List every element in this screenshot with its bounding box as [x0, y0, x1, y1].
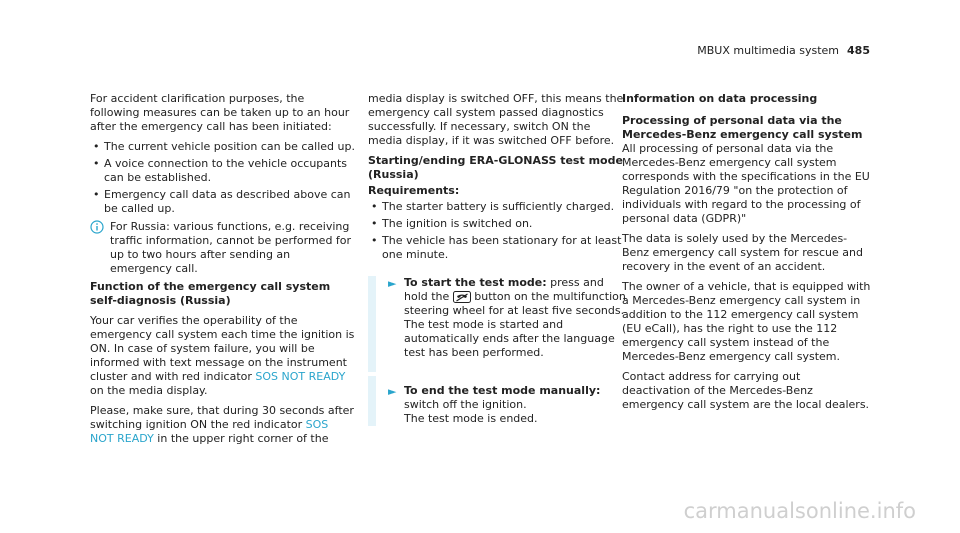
- list-item: • The ignition is switched on.: [368, 217, 628, 231]
- sos-indicator-text: SOS NOT READY: [90, 418, 329, 445]
- contact-paragraph: Contact address for carrying out deactivation of the Mercedes-Benz emergency call system are the local dealers.: [622, 370, 870, 411]
- step-arrow-icon: ►: [388, 385, 397, 398]
- list-item: • The current vehicle position can be called up.: [90, 140, 355, 154]
- page-number: 485: [847, 44, 870, 57]
- list-item: • The vehicle has been stationary for at least one minute.: [368, 234, 628, 262]
- paragraph-text: on the media display.: [90, 384, 208, 397]
- list-item: • The starter battery is sufficiently charged.: [368, 200, 628, 214]
- note-text: For Russia: various functions, e.g. receiving traffic information, cannot be performed for up to two hours after sending an emergency call.: [110, 220, 352, 275]
- data-use-paragraph: The data is solely used by the Mercedes-Benz emergency call system for rescue and recovery in the event of an accident.: [622, 232, 863, 273]
- paragraph-text: Your car verifies the operability of the emergency call system each time the ignition is ON. In case of system failure, you will be informed with text message on the instrument cluster and with red indicator: [90, 314, 355, 383]
- requirements-label: Requirements:: [368, 184, 460, 197]
- section-heading: Function of the emergency call system self-diagnosis (Russia): [90, 280, 331, 307]
- step-result: The test mode is started and automatically ends after the language test has been performed.: [404, 318, 615, 359]
- step-end-test-mode: [368, 376, 628, 426]
- sos-indicator-text: SOS NOT READY: [255, 370, 346, 383]
- column-1: [90, 92, 355, 452]
- step-arrow-icon: ►: [388, 277, 397, 290]
- section-heading: Starting/ending ERA-GLONASS test mode (Russia): [368, 154, 623, 181]
- continued-paragraph: media display is switched OFF, this means the emergency call system passed diagnostics successfully. If necessary, switch ON the media display, if it was switched OFF before.: [368, 92, 624, 147]
- indicator-paragraph: [90, 404, 355, 446]
- header-title: MBUX multimedia system: [697, 44, 840, 57]
- paragraph-text: Please, make sure, that during 30 seconds after switching ignition ON the red indicator: [90, 404, 354, 431]
- subsection-heading: Processing of personal data via the Mercedes-Benz emergency call system: [622, 114, 863, 141]
- russia-note: [90, 220, 355, 276]
- watermark: carmanualsonline.info: [683, 499, 916, 523]
- step-text: button on the multifunction steering wheel for at least five seconds.: [404, 290, 626, 317]
- step-start-test-mode: [368, 276, 628, 372]
- list-item: • Emergency call data as described above can be called up.: [90, 188, 355, 216]
- column-2: [368, 92, 628, 430]
- step-title: To end the test mode manually:: [404, 384, 601, 397]
- paragraph-text: in the upper right corner of the: [153, 432, 329, 445]
- list-item: • A voice connection to the vehicle occupants can be established.: [90, 157, 355, 185]
- step-result: The test mode is ended.: [404, 412, 538, 425]
- page-header: [697, 44, 870, 57]
- step-text: switch off the ignition.: [404, 398, 527, 411]
- section-heading: Information on data processing: [622, 92, 818, 105]
- step-text: press and hold the: [404, 276, 604, 303]
- requirements-list: [368, 200, 628, 262]
- gdpr-paragraph: All processing of personal data via the Mercedes-Benz emergency call system corresponds with the specifications in the EU Regulation 2016/79 "on the protection of individuals with regard to the processing of personal data (GDPR)": [622, 142, 870, 225]
- info-note-icon: [90, 220, 104, 234]
- phone-button-icon: [453, 291, 471, 303]
- owner-rights-paragraph: The owner of a vehicle, that is equipped with a Mercedes-Benz emergency call system in addition to the 112 emergency call system (EU eCall), has the right to use the 112 emergency call system instead of the Mercedes-Benz emergency call system.: [622, 280, 871, 363]
- step-title: To start the test mode:: [404, 276, 547, 289]
- self-diagnosis-paragraph: [90, 314, 355, 398]
- column-3: [622, 92, 872, 418]
- measures-list: [90, 140, 355, 216]
- intro-paragraph: For accident clarification purposes, the following measures can be taken up to an hour after the emergency call has been initiated:: [90, 92, 350, 133]
